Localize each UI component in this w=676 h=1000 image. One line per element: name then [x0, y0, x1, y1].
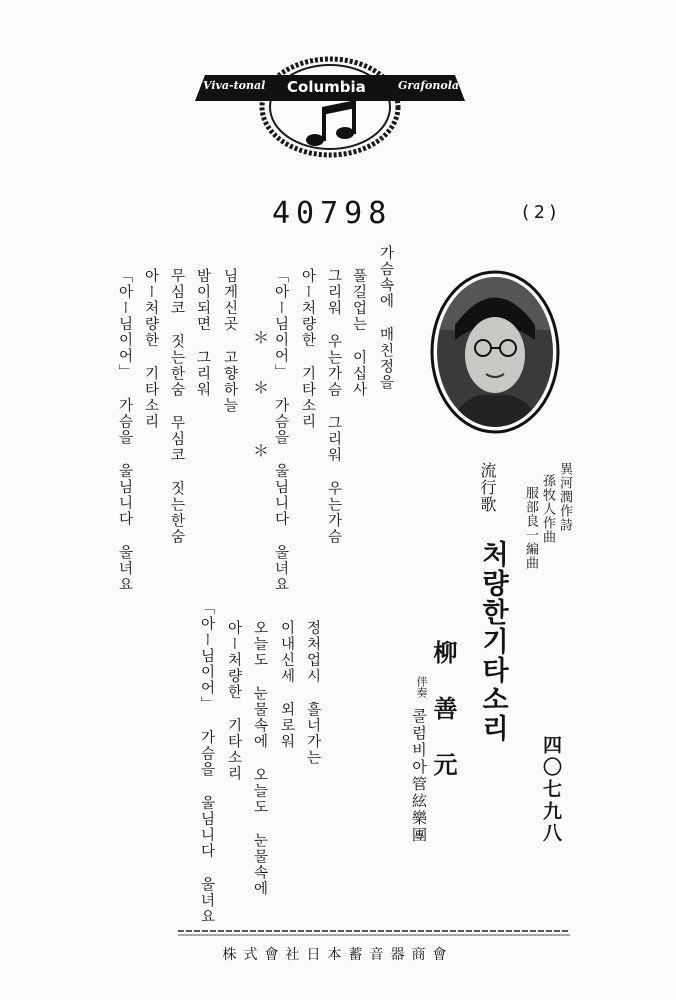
verse3-line5: 「아ー님이어」 가슴을 울님니다 울녀요	[198, 600, 215, 925]
verse2-line2: 밤이되면 그리워	[194, 268, 211, 398]
separator-asterisk: ＊	[253, 378, 270, 397]
credit-composer: 孫牧人作曲	[540, 474, 555, 544]
verse1-line1: 가슴속에 매친정을	[377, 245, 394, 391]
verse2-line1: 님게신곳 고향하늘	[221, 268, 238, 414]
verse1-line5: 「아ー님이어」 가슴을 울님니다 울녀요	[272, 268, 289, 593]
credit-lyrics: 異河潤作詩	[557, 462, 572, 532]
verse2-line3: 무심코 짓는한숨 무심코 짓는한숨	[168, 268, 185, 545]
verse1-line2: 풀길업는 이십사	[350, 268, 367, 398]
verse1-line4: 아ー처량한 기타소리	[299, 268, 316, 430]
verse3-line4: 아ー처량한 기타소리	[225, 620, 242, 782]
credit-arranger: 服部良一編曲	[523, 486, 538, 570]
footer-company: 株式會社日本蓄音器商會	[222, 947, 454, 963]
singer-name: 柳 善 元	[429, 640, 458, 780]
verse3-line2: 이내신세 외로워	[278, 620, 295, 750]
logo-right-text: Grafonola	[398, 79, 460, 92]
verse2-line5: 「아ー님이어」 가슴을 울님니다 울녀요	[116, 268, 133, 593]
logo-left-text: Viva-tonal	[203, 79, 266, 92]
singer-portrait	[430, 270, 560, 435]
verse1-line3: 그리워 우는가슴 그리워 우는가슴	[325, 268, 342, 545]
genre-label: 流行歌	[478, 462, 497, 513]
verse3-line1: 정처업시 흘너가는	[304, 620, 321, 766]
columbia-logo	[185, 45, 475, 160]
orchestra-credit: 콜럼비아管絃樂團	[410, 708, 428, 844]
performance-label: 伴奏	[415, 676, 428, 698]
record-number-kanji: 四〇七九八	[540, 735, 562, 845]
separator-asterisk: ＊	[253, 441, 270, 460]
verse2-line4: 아ー처량한 기타소리	[142, 268, 159, 430]
record-number: 40798	[272, 196, 393, 231]
song-title: 처량한기타소리	[477, 540, 508, 743]
side-number: (2)	[520, 202, 562, 223]
footer-rule	[178, 928, 570, 938]
logo-brand-text: Columbia	[287, 78, 366, 96]
separator-asterisk: ＊	[253, 328, 270, 347]
verse3-line3: 오늘도 눈물속에 오늘도 눈물속에	[251, 620, 268, 897]
